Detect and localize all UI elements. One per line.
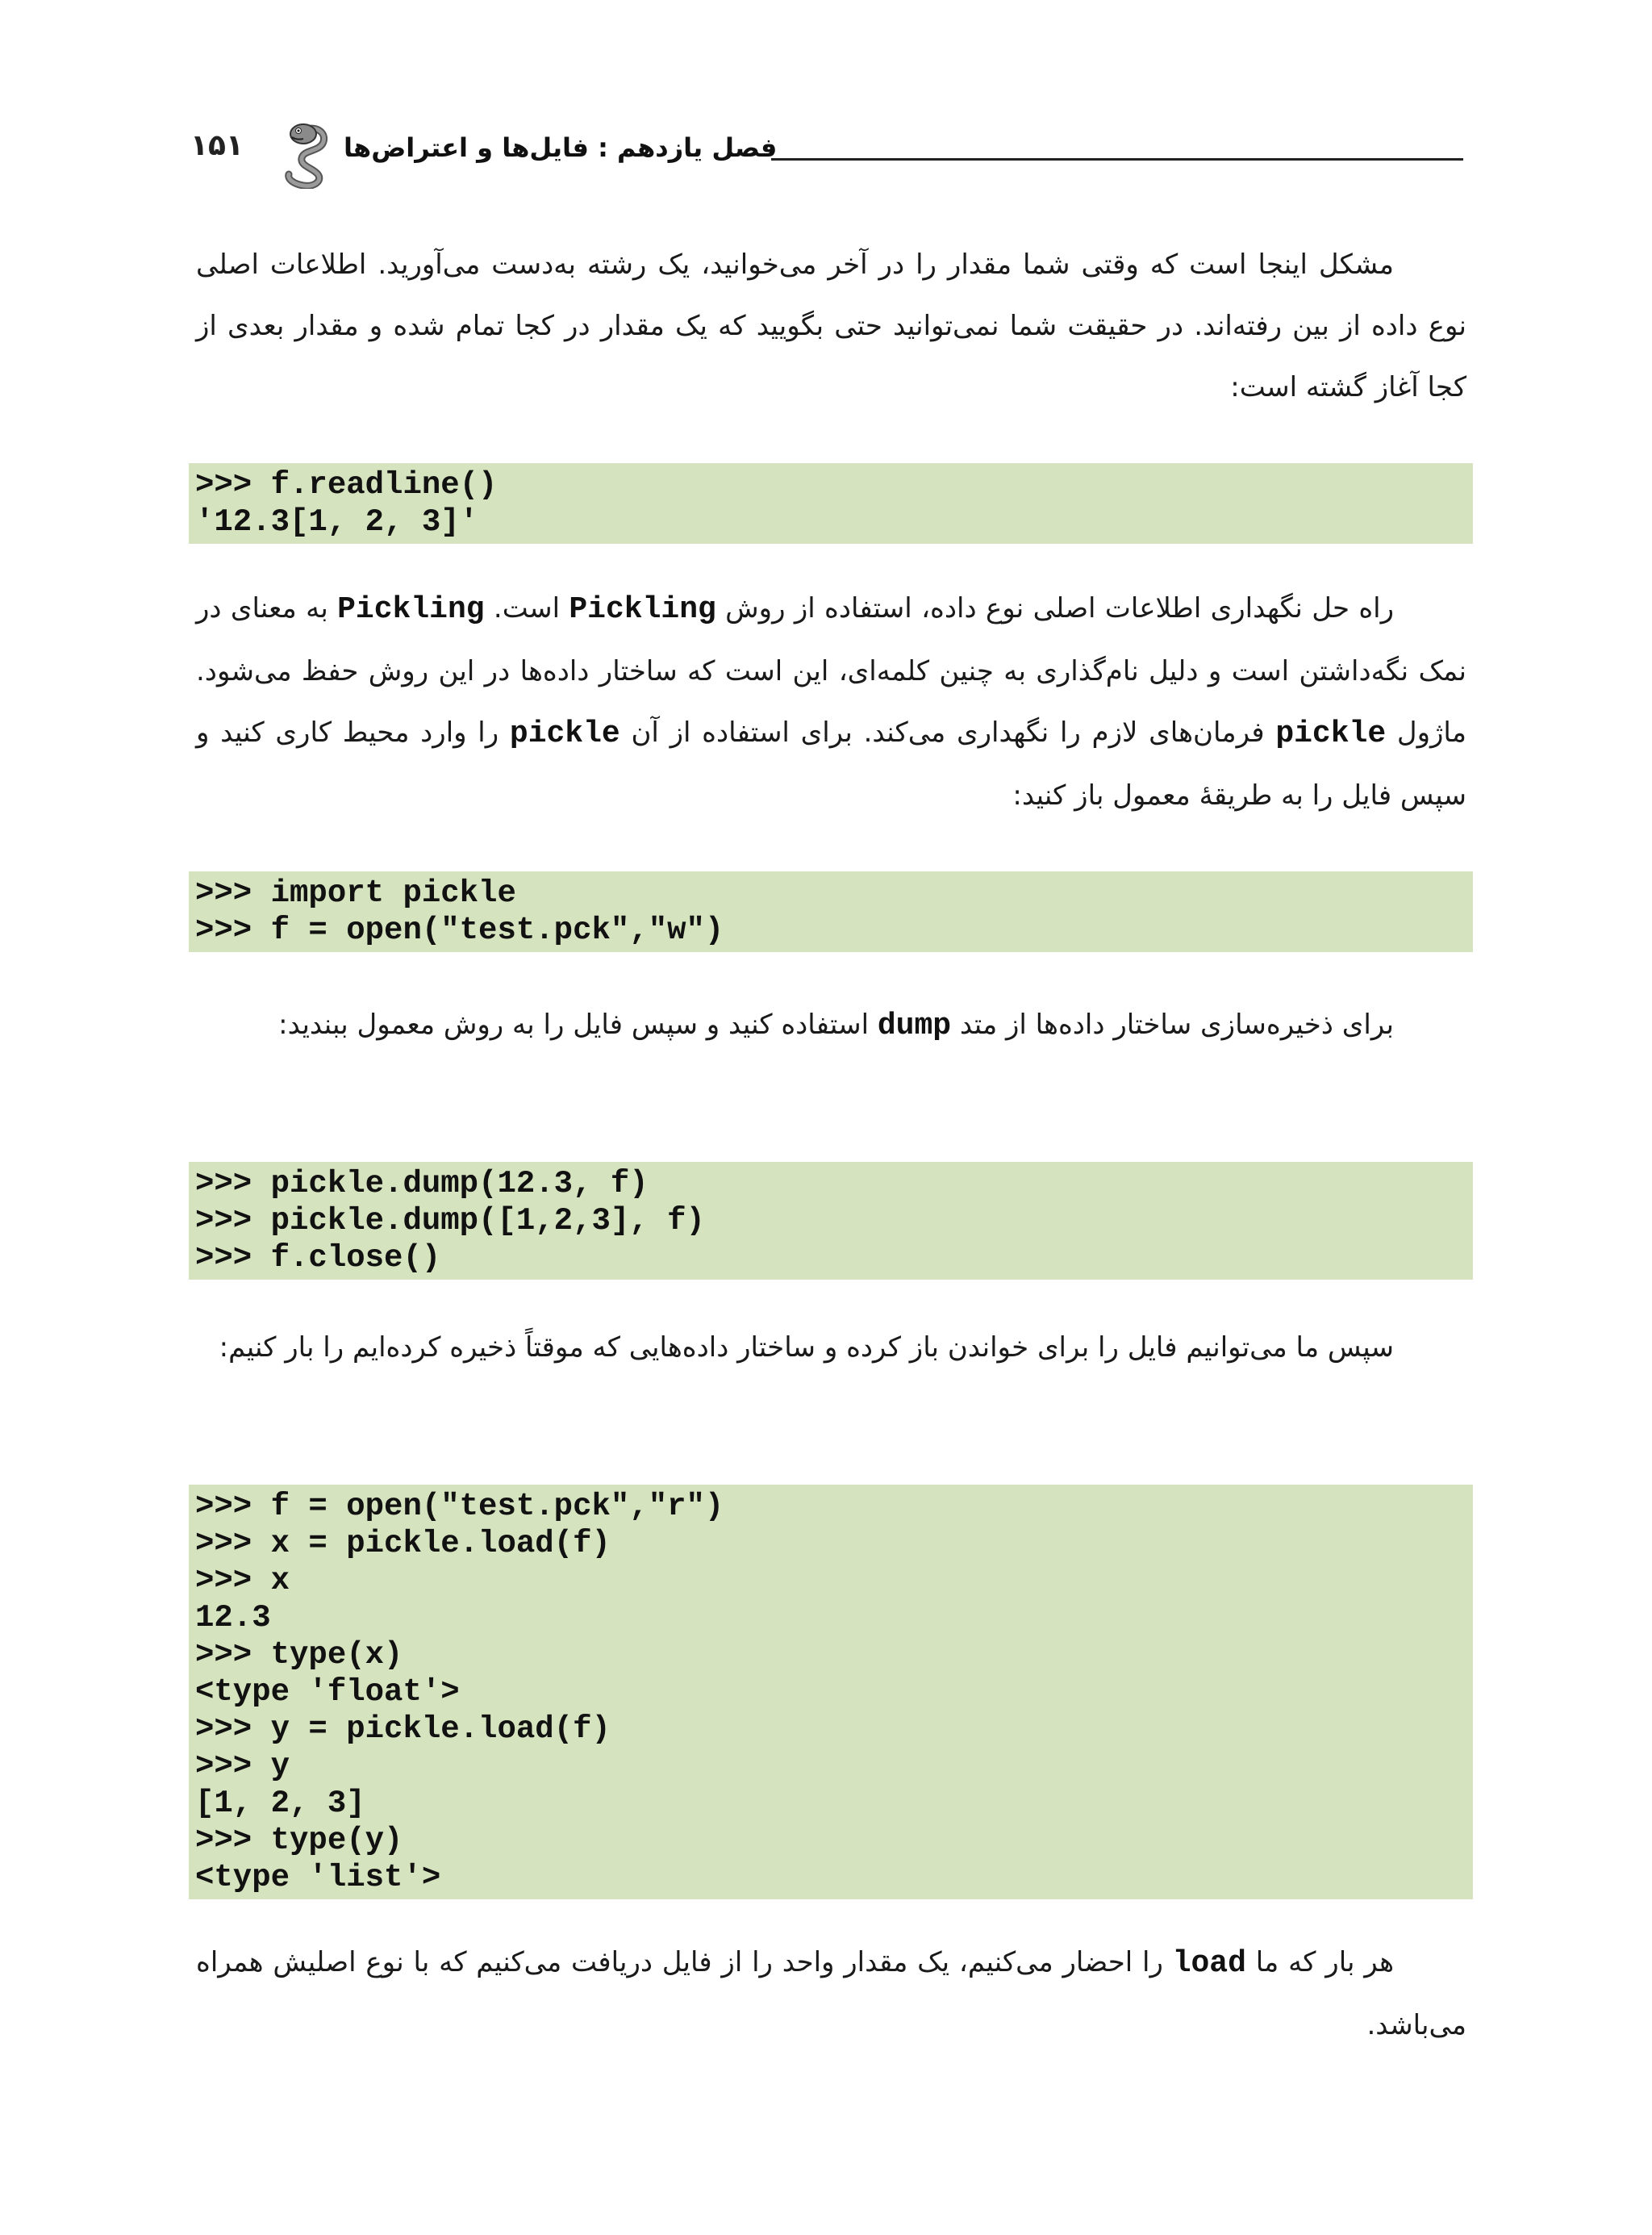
code-line: '12.3[1, 2, 3]' [195, 504, 479, 540]
keyword-pickling: Pickling [337, 592, 485, 627]
paragraph-5 [196, 1932, 1466, 2056]
code-block-import [189, 871, 1473, 952]
keyword-pickle: pickle [509, 716, 620, 751]
code-line: <type 'list'> [195, 1860, 441, 1895]
keyword-dump: dump [877, 1009, 952, 1043]
code-line: >>> type(x) [195, 1637, 403, 1673]
code-line: >>> f = open("test.pck","r") [195, 1489, 724, 1524]
paragraph-1-text: مشکل اینجا است که وقتی شما مقدار را در آخر می‌خوانید، یک رشته به‌دست می‌آورید. اطلاعات اصلی نوع داده از بین رفته‌اند. در حقیقت شما نمی‌توانید حتی بگویید که یک مقدار در کجا تمام شده و مقدار بعدی از کجا آغاز گشته است: [196, 249, 1466, 403]
code-line: >>> pickle.dump([1,2,3], f) [195, 1203, 705, 1239]
code-line: >>> f.close() [195, 1240, 441, 1276]
paragraph-3 [196, 994, 1466, 1057]
header-rule [771, 158, 1463, 161]
code-line: >>> f.readline() [195, 467, 498, 503]
p2-text-e: را وارد محیط کاری کنید و سپس فایل را به طریقهٔ معمول باز کنید: [196, 716, 1466, 812]
page-number: ۱۵۱ [190, 129, 244, 162]
snake-icon [271, 121, 336, 189]
code-line: [1, 2, 3] [195, 1786, 365, 1821]
p2-text-b: است. [484, 592, 569, 625]
code-line: >>> x = pickle.load(f) [195, 1526, 611, 1561]
code-line: >>> type(y) [195, 1823, 403, 1858]
keyword-pickle: pickle [1275, 716, 1387, 751]
p3-text-b: استفاده کنید و سپس فایل را به روش معمول ببندید: [278, 1009, 878, 1041]
p3-text-a: برای ذخیره‌سازی ساختار داده‌ها از متد [951, 1009, 1394, 1041]
paragraph-4 [196, 1317, 1466, 1378]
page-header [190, 121, 1463, 186]
paragraph-2 [196, 578, 1466, 826]
paragraph-4-text: سپس ما می‌توانیم فایل را برای خواندن باز کرده و ساختار داده‌هایی که موقتاً ذخیره کرده‌ایم را بار کنیم: [219, 1331, 1394, 1364]
code-line: >>> y = pickle.load(f) [195, 1711, 611, 1747]
code-line: >>> x [195, 1563, 290, 1598]
code-line: <type 'float'> [195, 1674, 460, 1710]
p2-text-c: به معنای در نمک نگه‌داشتن است و دلیل نام‌گذاری به چنین کلمه‌ای، این است که ساختار داده‌ها در این روش حفظ می‌شود. ماژول [196, 592, 1466, 749]
paragraph-1 [196, 234, 1466, 418]
p2-text-d: فرمان‌های لازم را نگهداری می‌کند. برای استفاده از آن [620, 716, 1276, 749]
code-block-load [189, 1485, 1473, 1899]
code-block-readline [189, 463, 1473, 544]
chapter-title: فصل یازدهم : فایل‌ها و اعتراض‌ها [344, 132, 778, 163]
p5-text-b: را احضار می‌کنیم، یک مقدار واحد را از فایل دریافت می‌کنیم که با نوع اصلیش همراه می‌باشد. [196, 1946, 1466, 2041]
code-line: >>> import pickle [195, 875, 516, 911]
code-line: >>> y [195, 1748, 290, 1784]
code-block-dump [189, 1162, 1473, 1280]
keyword-load: load [1172, 1946, 1246, 1981]
code-line: 12.3 [195, 1600, 271, 1636]
p2-text-a: راه حل نگهداری اطلاعات اصلی نوع داده، استفاده از روش [715, 592, 1394, 625]
p5-text-a: هر بار که ما [1245, 1946, 1394, 1978]
code-line: >>> f = open("test.pck","w") [195, 913, 724, 948]
keyword-pickling: Pickling [569, 592, 716, 627]
code-line: >>> pickle.dump(12.3, f) [195, 1166, 649, 1201]
